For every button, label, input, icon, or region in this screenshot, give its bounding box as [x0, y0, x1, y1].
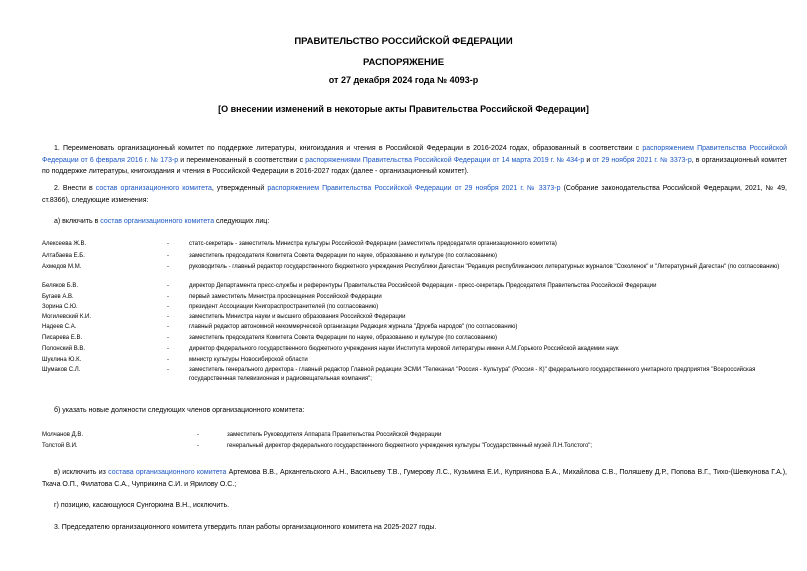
- decree-173-link[interactable]: распоряжением Правительства Российской Федерации от 6 февраля 2016 г. № 173-р: [42, 145, 787, 164]
- document-subject: [О внесении изменений в некоторые акты Правительства Российской Федерации]: [218, 104, 589, 114]
- member-role: генеральный директор федерального государственного бюджетного учреждения культуры "Государственный музей Л.Н.Толстого";: [227, 443, 593, 449]
- paragraph-1-text: и: [584, 156, 593, 164]
- member-role: президент Ассоциации Книгораспространителей (по согласованию): [189, 304, 379, 310]
- member-dash: -: [167, 264, 169, 270]
- subparagraph-a-text: а) включить в: [54, 218, 101, 225]
- member-role: статс-секретарь - заместитель Министра культуры Российской Федерации (заместитель председателя организационного комитета): [189, 241, 557, 247]
- paragraph-1-text: 1. Переименовать организационный комитет по поддержке литературы, книгоиздания и чтения в Российской Федерации в 2016-2024 годах, образованный в соответствии с: [54, 145, 643, 152]
- member-role: заместитель Министра науки и высшего образования Российской Федерации: [189, 314, 406, 320]
- member-dash: -: [167, 283, 169, 289]
- committee-composition-link[interactable]: состав организационного комитета: [100, 218, 215, 225]
- decree-3373-link[interactable]: распоряжением Правительства Российской Федерации от 29 ноября 2021 г. № 3373-р: [267, 185, 561, 192]
- paragraph-2-text: , утвержденный: [211, 185, 268, 192]
- member-name: Зорина С.Ю.: [42, 304, 78, 310]
- member-dash: -: [167, 367, 169, 373]
- member-dash: -: [197, 432, 199, 438]
- member-name: Шуклина Ю.К.: [42, 357, 82, 363]
- subparagraph-a-text: следующих лиц:: [214, 218, 270, 225]
- member-name: Надеев С.А.: [42, 324, 77, 330]
- paragraph-3: 3. Председателю организационного комитета утвердить план работы организационного комитета на 2025-2027 годы.: [54, 524, 437, 531]
- member-name: Бугаев А.В.: [42, 294, 74, 300]
- decree-434-link[interactable]: распоряжениями Правительства Российской Федерации от 14 марта 2019 г. № 434-р: [305, 156, 585, 164]
- member-dash: -: [167, 294, 169, 300]
- subparagraph-b: б) указать новые должности следующих членов организационного комитета:: [54, 407, 305, 414]
- committee-composition-link[interactable]: состав организационного комитета: [95, 185, 212, 192]
- member-dash: -: [197, 443, 199, 449]
- subparagraph-g: г) позицию, касающуюся Сунгоркина В.Н., исключить.: [54, 502, 230, 509]
- member-role: руководитель - главный редактор государственного бюджетного учреждения Республики Дагестан "Редакция республиканских литературных журналов "Соколенок" и "Литературный Дагестан" (по согласованию): [189, 264, 780, 270]
- member-name: Полонский В.В.: [42, 346, 86, 352]
- member-name: Писарева Е.В.: [42, 335, 83, 341]
- document-date-number: от 27 декабря 2024 года № 4093-р: [328, 75, 479, 85]
- paragraph-2-text: 2. Внести в: [54, 185, 96, 192]
- document-type: РАСПОРЯЖЕНИЕ: [362, 57, 445, 68]
- committee-composition-link[interactable]: состава организационного комитета: [108, 469, 227, 476]
- paragraph-2-text: (Собрание законодательства Российской Федерации, 2021, № 49, ст.8366), следующие изменения:: [42, 185, 787, 204]
- member-role: заместитель председателя Комитета Совета Федерации по науке, образованию и культуре (по согласованию): [189, 253, 497, 259]
- member-dash: -: [167, 241, 169, 247]
- member-name: Беляков Б.В.: [42, 283, 78, 289]
- member-name: Могилевский К.И.: [42, 314, 92, 320]
- member-name: Алтабаева Е.Б.: [42, 253, 85, 259]
- member-role: директор федерального государственного бюджетного учреждения науки Института мировой литературы имени А.М.Горького Российской академии наук: [189, 346, 619, 352]
- member-dash: -: [167, 253, 169, 259]
- paragraph-1-text: , в организационный комитет по поддержке литературы, книгоиздания и чтения в Российской Федерации в 2016-2027 годах (далее - организационный комитет).: [42, 156, 787, 175]
- subparagraph-v: [42, 467, 787, 490]
- member-role: заместитель Руководителя Аппарата Правительства Российской Федерации: [227, 432, 442, 438]
- member-dash: -: [167, 324, 169, 330]
- paragraph-1-text: и переименованный в соответствии с: [178, 156, 306, 164]
- member-dash: -: [167, 357, 169, 363]
- member-name: Алексеева Ж.В.: [42, 241, 87, 247]
- member-role: заместитель генерального директора - главный редактор Главной редакции ЭСМИ "Телеканал "Россия - Культура" (Россия - К)" федерального государственного унитарного предприятия "Всероссийская государственная телевизионная и радиовещательная компания";: [189, 367, 756, 382]
- government-title: ПРАВИТЕЛЬСТВО РОССИЙСКОЙ ФЕДЕРАЦИИ: [294, 36, 513, 47]
- member-name: Молчанов Д.В.: [42, 432, 84, 438]
- subparagraph-v-text: в) исключить из: [54, 469, 109, 476]
- decree-3373-link[interactable]: от 29 ноября 2021 г. № 3373-р: [592, 156, 692, 164]
- member-dash: -: [167, 314, 169, 320]
- member-role: министр культуры Новосибирской области: [189, 357, 308, 363]
- member-role: заместитель председателя Комитета Совета Федерации по науке, образованию и культуре (по согласованию): [189, 335, 497, 341]
- subparagraph-a: [54, 216, 787, 228]
- paragraph-2: [42, 183, 787, 206]
- paragraph-1: [42, 143, 787, 178]
- member-dash: -: [167, 304, 169, 310]
- member-role: главный редактор автономной некоммерческой организации Редакция журнала "Дружба народов" (по согласованию): [189, 324, 518, 330]
- subparagraph-v-text: Артемова В.В., Архангельского А.Н., Васильеву Т.В., Гумерову Л.С., Кузьмина Е.И., Куприянова Б.А., Михайлова С.В., Поляшеву Д.Р., Попова В.Г., Тихо-(Шевкунова Г.А.), Ткача О.П., Филатова С.А., Чуприкина С.И. и Ярилову О.С.;: [42, 469, 788, 488]
- member-role: директор Департамента пресс-службы и референтуры Правительства Российской Федерации - пресс-секретарь Председателя Правительства Российской Федерации: [189, 283, 657, 289]
- member-dash: -: [167, 346, 169, 352]
- member-name: Толстой В.И.: [42, 443, 78, 449]
- member-dash: -: [167, 335, 169, 341]
- member-name: Ахмедов М.М.: [42, 264, 82, 270]
- member-name: Шумаков С.Л.: [42, 367, 81, 373]
- member-role: первый заместитель Министра просвещения Российской Федерации: [189, 294, 382, 300]
